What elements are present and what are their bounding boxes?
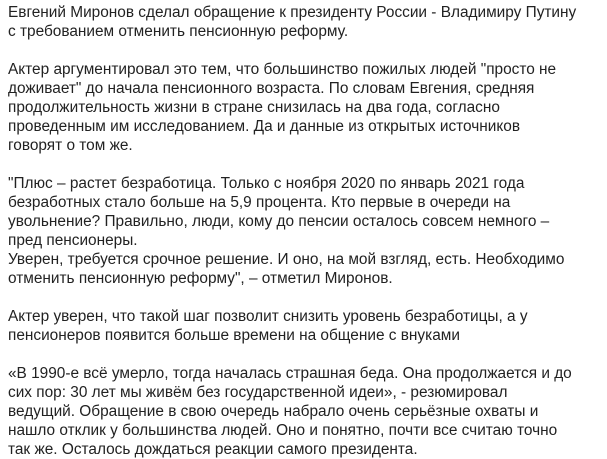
paragraph-line: увольнение? Правильно, люди, кому до пенсии осталось совсем немного – <box>8 213 550 230</box>
paragraph-2 <box>8 60 600 155</box>
paragraph-line: говорят о том же. <box>8 137 133 154</box>
paragraph-line: ведущий. Обращение в свою очередь набрало очень серьёзные охваты и <box>8 403 539 420</box>
paragraph-line: пред пенсионеры. <box>8 232 138 249</box>
paragraph-line: нашло отклик у большинства людей. Оно и понятно, почти все считаю точно <box>8 422 558 439</box>
paragraph-5 <box>8 364 600 459</box>
paragraph-line: «В 1990-е всё умерло, тогда началась страшная беда. Она продолжается и до <box>8 365 572 382</box>
paragraph-line: пенсионеров появится больше времени на общение с внуками <box>8 327 460 344</box>
paragraph-line: продолжительность жизни в стране снизилась на два года, согласно <box>8 99 500 116</box>
paragraph-line: Уверен, требуется срочное решение. И оно, на мой взгляд, есть. Необходимо <box>8 251 565 268</box>
paragraph-line: сих пор: 30 лет мы живём без государственной идеи», - резюмировал <box>8 384 508 401</box>
paragraph-line: Актер аргументировал это тем, что большинство пожилых людей "просто не <box>8 61 557 78</box>
paragraph-line: Актер уверен, что такой шаг позволит снизить уровень безработицы, а у <box>8 308 528 325</box>
paragraph-line: с требованием отменить пенсионную реформу. <box>8 23 349 40</box>
paragraph-4 <box>8 307 600 345</box>
paragraph-line: доживает" до начала пенсионного возраста. По словам Евгения, средняя <box>8 80 535 97</box>
article-body <box>8 3 600 459</box>
paragraph-line: Евгений Миронов сделал обращение к президенту России - Владимиру Путину <box>8 4 577 21</box>
paragraph-line: отменить пенсионную реформу", – отметил Миронов. <box>8 270 393 287</box>
paragraph-line: "Плюс – растет безработица. Только с ноября 2020 по январь 2021 года <box>8 175 525 192</box>
paragraph-3-quote <box>8 174 600 288</box>
paragraph-1 <box>8 3 600 41</box>
paragraph-line: безработных стало больше на 5,9 процента. Кто первые в очереди на <box>8 194 511 211</box>
paragraph-line: проведенным им исследованием. Да и данные из открытых источников <box>8 118 521 135</box>
paragraph-line: так же. Осталось дождаться реакции самого президента. <box>8 441 418 458</box>
